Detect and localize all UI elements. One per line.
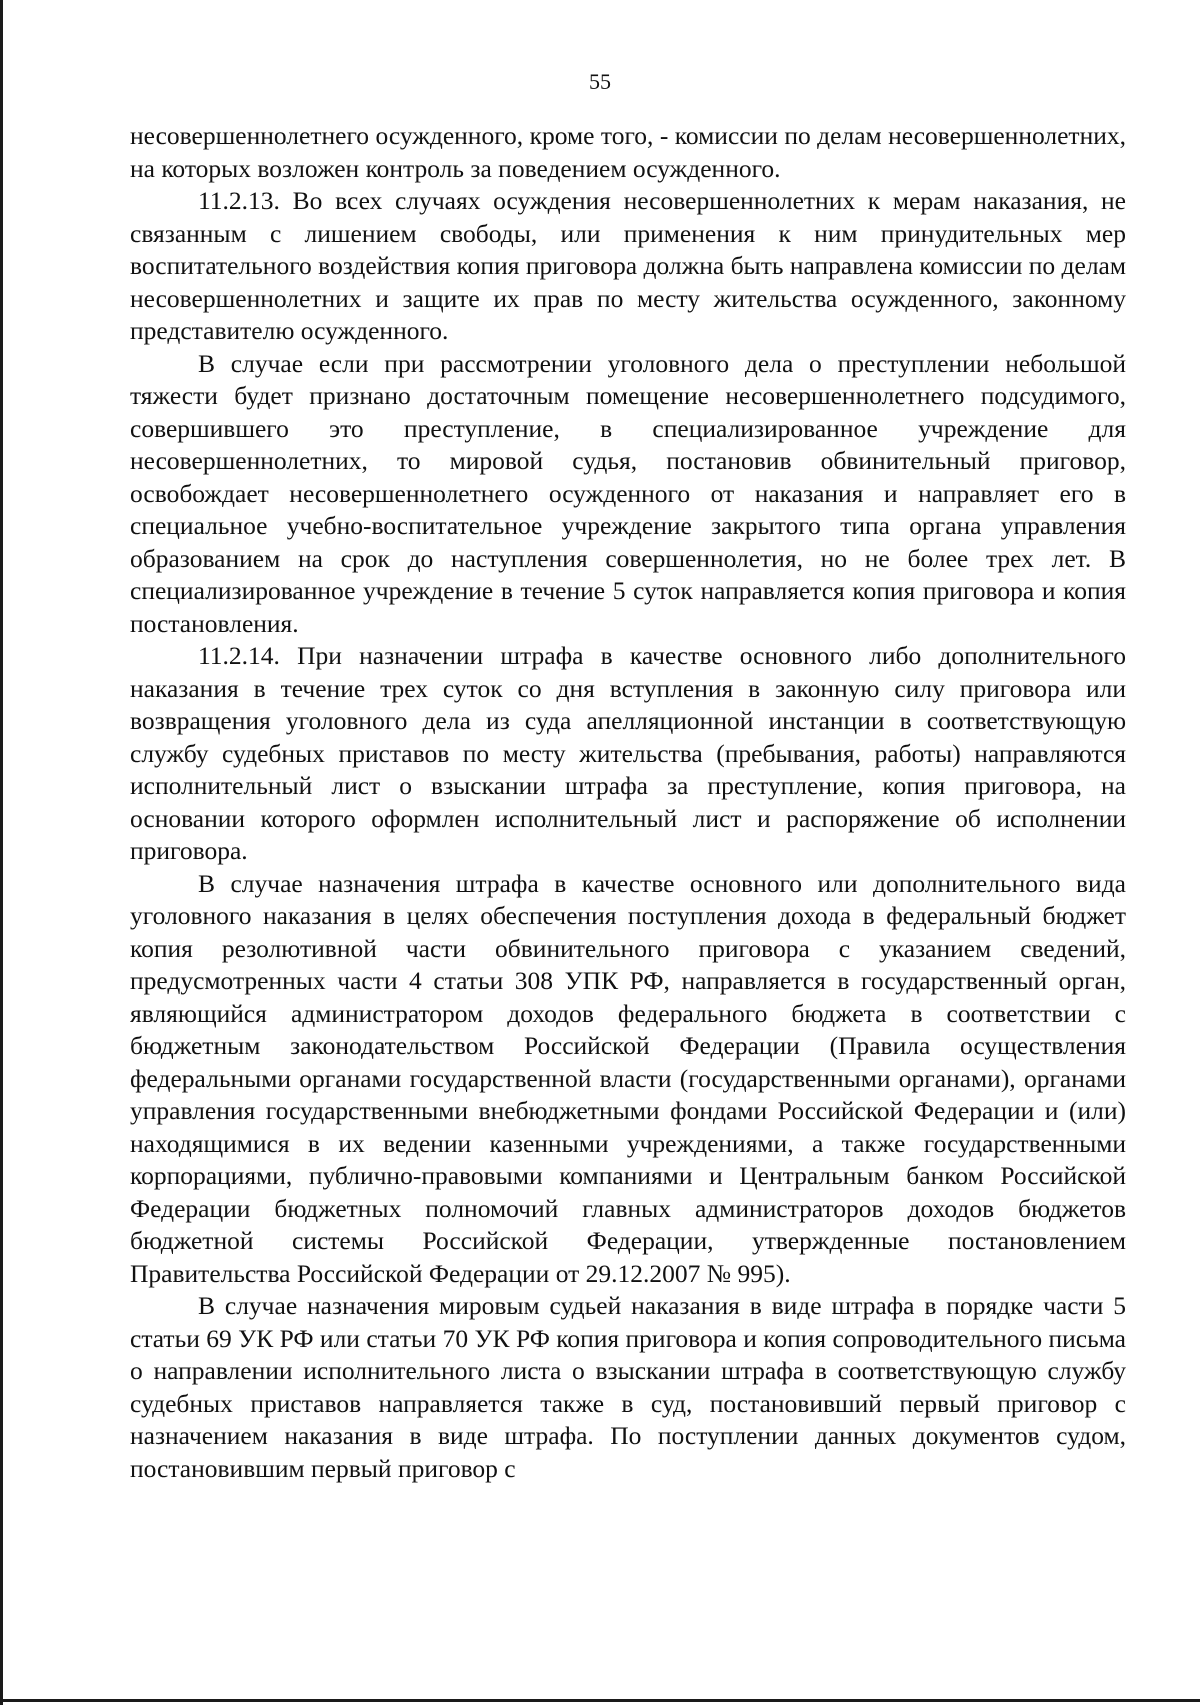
scan-edge-left: [0, 0, 3, 1705]
paragraph-fine-multiple-sentences: В случае назначения мировым судьей наказания в виде штрафа в порядке части 5 статьи 69 УК РФ или статьи 70 УК РФ копия приговора и копия сопроводительного письма о направлении исполнительного листа о взыскании штрафа в соответствующую службу судебных приставов направляется также в суд, постановивший первый приговор с назначением наказания в виде штрафа. По поступлении данных документов судом, постановившим первый приговор с: [130, 1291, 1126, 1483]
paragraph-specialized-institution: В случае если при рассмотрении уголовного дела о преступлении небольшой тяжести будет признано достаточным помещение несовершеннолетнего подсудимого, совершившего это преступление, в специализированное учреждение для несовершеннолетних, то мировой судья, постановив обвинительный приговор, освобождает несовершеннолетнего осужденного от наказания и направляет его в специальное учебно-воспитательное учреждение закрытого типа органа управления образованием на срок до наступления совершеннолетия, но не более трех лет. В специализированное учреждение в течение 5 суток направляется копия приговора и копия постановления.: [130, 348, 1126, 638]
paragraph-11-2-13: 11.2.13. Во всех случаях осуждения несовершеннолетних к мерам наказания, не связанным с лишением свободы, или применения к ним принудительных мер воспитательного воздействия копия приговора должна быть направлена комиссии по делам несовершеннолетних и защите их прав по месту жительства осужденного, законному представителю осужденного.: [130, 186, 1126, 345]
paragraph-11-2-14: 11.2.14. При назначении штрафа в качестве основного либо дополнительного наказания в течение трех суток со дня вступления в законную силу приговора или возвращения уголовного дела из суда апелляционной инстанции в соответствующую службу судебных приставов по месту жительства (пребывания, работы) направляются исполнительный лист о взыскании штрафа за преступление, копия приговора, на основании которого оформлен исполнительный лист и распоряжение об исполнении приговора.: [130, 641, 1126, 865]
paragraph-fine-federal-budget: В случае назначения штрафа в качестве основного или дополнительного вида уголовного наказания в целях обеспечения поступления дохода в федеральный бюджет копия резолютивной части обвинительного приговора с указанием сведений, предусмотренных части 4 статьи 308 УПК РФ, направляется в государственный орган, являющийся администратором доходов федерального бюджета в соответствии с бюджетным законодательством Российской Федерации (Правила осуществления федеральными органами государственной власти (государственными органами), органами управления государственными внебюджетными фондами Российской Федерации и (или) находящимися в их ведении казенными учреждениями, а также государственными корпорациями, публично-правовыми компаниями и Центральным банком Российской Федерации бюджетных полномочий главных администраторов доходов бюджетов бюджетной системы Российской Федерации, утвержденные постановлением Правительства Российской Федерации от 29.12.2007 № 995).: [130, 868, 1126, 1288]
document-body: [130, 120, 1126, 1485]
scan-edge-bottom: [0, 1699, 1200, 1702]
page-number: 55: [589, 69, 611, 94]
paragraph-continuation: несовершеннолетнего осужденного, кроме того, - комиссии по делам несовершеннолетних, на которых возложен контроль за поведением осужденного.: [130, 121, 1126, 183]
